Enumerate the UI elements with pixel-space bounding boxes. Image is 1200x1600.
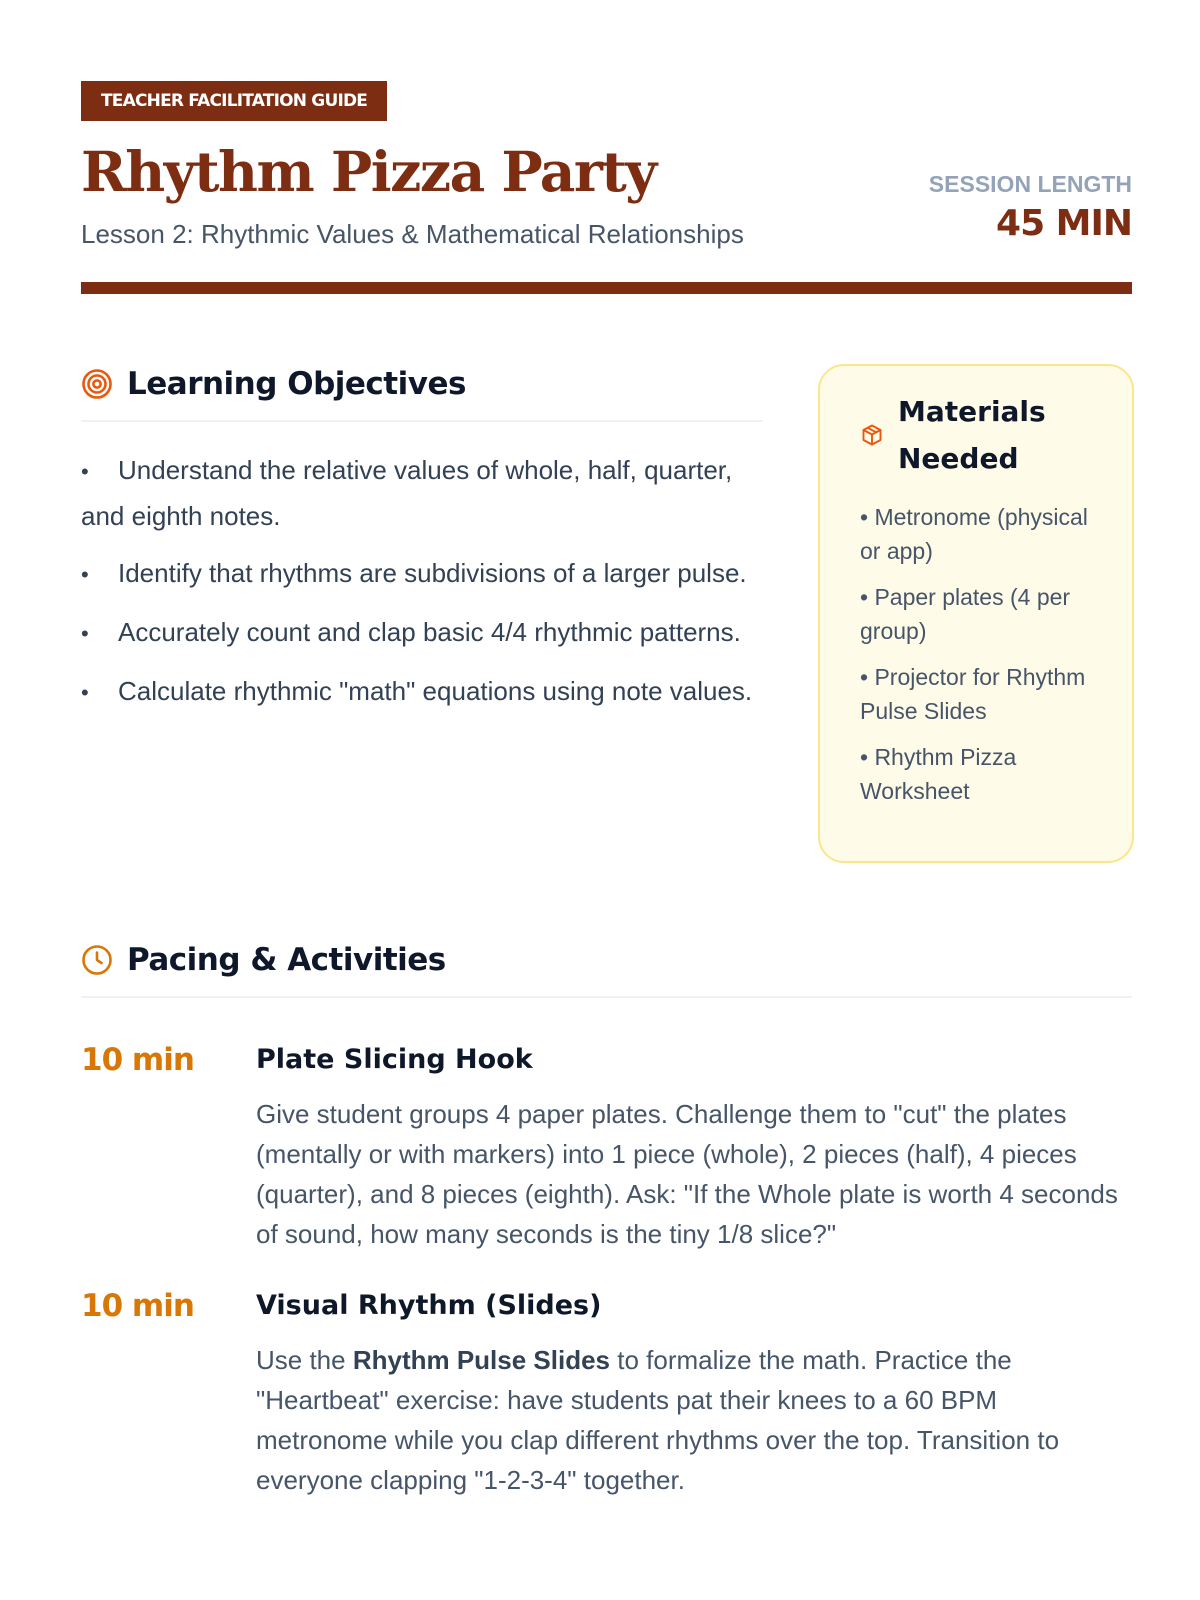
list-item: • Calculate rhythmic "math" equations using note values. xyxy=(81,676,753,706)
objectives-title: Learning Objectives xyxy=(127,366,466,402)
objectives-heading xyxy=(81,364,763,404)
target-icon xyxy=(81,368,113,400)
pacing-divider xyxy=(81,996,1132,998)
pacing-section xyxy=(81,940,1132,1500)
list-item: • Projector for Rhythm Pulse Slides xyxy=(860,664,1086,724)
session-length xyxy=(929,169,1132,245)
activity-item xyxy=(81,1286,1132,1500)
list-item: • Understand the relative values of whole, half, quarter, and eighth notes. xyxy=(81,455,733,531)
activity-description: Give student groups 4 paper plates. Challenge them to "cut" the plates (mentally or with markers) into 1 piece (whole), 2 pieces (half), 4 pieces (quarter), and 8 pieces (eighth). Ask: "If the Whole plate is worth 4 seconds of sound, how many seconds is the tiny 1/8 slice?" xyxy=(256,1099,1118,1249)
guide-type-badge: TEACHER FACILITATION GUIDE xyxy=(81,81,387,121)
materials-card xyxy=(818,364,1134,863)
pacing-title: Pacing & Activities xyxy=(127,942,446,978)
activity-body xyxy=(256,1286,1132,1500)
clock-icon xyxy=(81,944,113,976)
activity-title: Visual Rhythm (Slides) xyxy=(256,1290,602,1321)
list-item: • Paper plates (4 per group) xyxy=(860,584,1071,644)
list-item: • Metronome (physical or app) xyxy=(860,504,1088,564)
lesson-subtitle: Lesson 2: Rhythmic Values & Mathematical Relationships xyxy=(81,219,744,249)
activity-title: Plate Slicing Hook xyxy=(256,1044,533,1075)
page-title: Rhythm Pizza Party xyxy=(81,139,656,204)
materials-heading xyxy=(860,388,1092,482)
header-rule xyxy=(81,282,1132,294)
activity-description: Use the Rhythm Pulse Slides to formalize the math. Practice the "Heartbeat" exercise: have students pat their knees to a 60 BPM metronome while you clap different rhythms over the top. Transition to everyone clapping "1-2-3-4" together. xyxy=(256,1345,1060,1495)
guide-header xyxy=(81,81,1132,296)
activity-item xyxy=(81,1040,1132,1254)
lesson-guide-page xyxy=(81,81,1132,1495)
package-icon xyxy=(860,423,884,447)
list-item: • Accurately count and clap basic 4/4 rhythmic patterns. xyxy=(81,617,741,647)
activity-duration: 10 min xyxy=(81,1042,194,1078)
objectives-divider xyxy=(81,420,763,422)
materials-list xyxy=(860,500,1092,808)
list-item: • Identify that rhythms are subdivisions of a larger pulse. xyxy=(81,558,747,588)
activity-body xyxy=(256,1040,1132,1254)
objectives-list xyxy=(81,448,763,715)
materials-title: Materials Needed xyxy=(898,395,1046,475)
learning-objectives-section xyxy=(81,364,763,728)
session-length-label: SESSION LENGTH xyxy=(928,171,1132,197)
pacing-heading xyxy=(81,940,1132,980)
activity-duration: 10 min xyxy=(81,1288,194,1324)
session-length-value: 45 MIN xyxy=(996,203,1132,244)
list-item: • Rhythm Pizza Worksheet xyxy=(860,744,1017,804)
slides-reference: Rhythm Pulse Slides xyxy=(352,1345,611,1375)
